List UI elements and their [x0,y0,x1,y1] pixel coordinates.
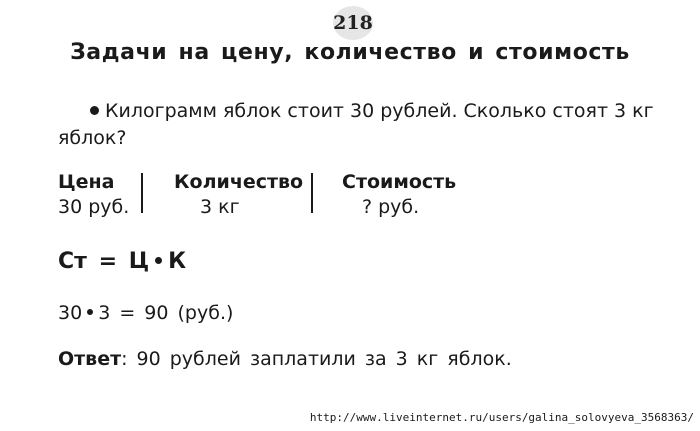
problem-statement [58,98,658,152]
answer-text: : 90 рублей заплатили за 3 кг яблок. [121,348,512,370]
calc-result: = 90 (руб.) [119,302,234,324]
formula-quantity: К [168,249,187,274]
column-header-price: Цена [58,171,115,193]
multiply-dot-icon [87,309,93,315]
column-divider [311,173,313,213]
formula-cost: Ст [58,249,87,274]
answer-label: Ответ [58,348,122,370]
calculation [58,302,233,324]
page-number: 218 [333,12,373,34]
multiply-dot-icon [155,257,162,264]
source-url-watermark: http://www.liveinternet.ru/users/galina_solovyeva_3568363/ [309,411,694,424]
calc-quantity: 3 [98,302,111,324]
column-quantity [174,170,303,220]
problem-line-1: Килограмм яблок стоит 30 рублей. Сколько стоят 3 кг [105,100,654,122]
page-title: Задачи на цену, количество и стоимость [70,40,630,65]
page-number-badge [333,6,373,40]
column-cost [342,170,456,220]
formula-price: Ц [128,249,150,274]
column-divider [141,173,143,213]
bullet-icon [90,106,99,115]
column-price [58,170,129,220]
column-value-cost: ? руб. [362,196,420,218]
column-value-quantity: 3 кг [200,196,240,218]
column-header-quantity: Количество [174,171,304,193]
calc-price: 30 [58,302,83,324]
formula-equals: = [98,249,118,274]
column-value-price: 30 руб. [58,196,130,218]
problem-line-2: яблок? [58,127,127,149]
cost-formula [58,249,186,274]
answer [58,348,512,370]
column-header-cost: Стоимость [342,171,457,193]
